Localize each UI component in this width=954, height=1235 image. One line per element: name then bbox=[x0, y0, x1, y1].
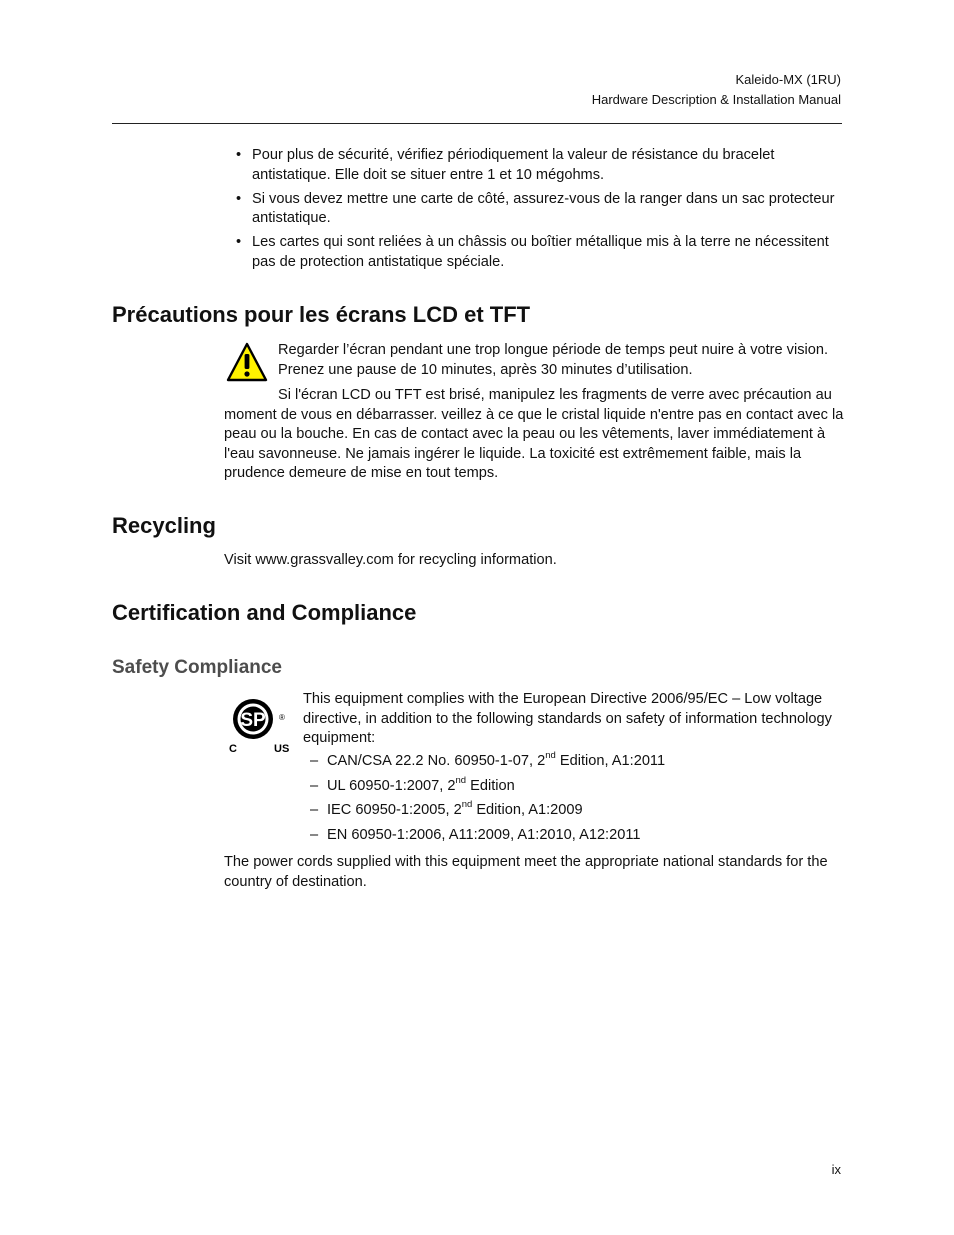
bullet-marker: • bbox=[236, 234, 242, 250]
page-number: ix bbox=[831, 1162, 841, 1177]
lcd-paragraph: Si l'écran LCD ou TFT est brisé, manipulez les fragments de verre avec précaution au moment de vous en débarrasser. veillez à ce que le cristal liquide n'entre pas en contact avec la peau ou la bouche. En cas de contact avec la peau ou les vêtements, laver immédiatement à l'eau savonneuse. Ne jamais ingérer le liquide. La toxicité est extrêmement faible, mais la prudence demeure de mise en tout temps. bbox=[224, 387, 844, 481]
list-item: – UL 60950-1:2007, 2nd Edition bbox=[310, 777, 665, 797]
compliance-intro: This equipment complies with the European Directive 2006/95/EC – Low voltage directive, in addition to the following standards on safety of information technology equipment: bbox=[303, 691, 832, 746]
svg-text:SP: SP bbox=[240, 710, 266, 731]
bullet-text: Les cartes qui sont reliées à un châssis ou boîtier métallique mis à la terre ne nécessitent pas de protection antistatique spéciale. bbox=[252, 234, 829, 270]
power-cords-text: The power cords supplied with this equipment meet the appropriate national standards for the country of destination. bbox=[224, 854, 828, 890]
recycling-text: Visit www.grassvalley.com for recycling information. bbox=[224, 552, 557, 568]
bullet-marker: • bbox=[236, 190, 242, 207]
header-product: Kaleido-MX (1RU) bbox=[735, 72, 841, 87]
svg-text:US: US bbox=[274, 743, 290, 755]
dash-marker: – bbox=[310, 826, 319, 843]
dash-marker: – bbox=[310, 777, 319, 794]
csa-c-us-icon bbox=[226, 696, 296, 758]
certification-heading: Certification and Compliance bbox=[112, 600, 417, 625]
standards-list bbox=[310, 752, 665, 850]
lcd-heading: Précautions pour les écrans LCD et TFT bbox=[112, 302, 531, 327]
list-item: – EN 60950-1:2006, A11:2009, A1:2010, A12:2011 bbox=[310, 826, 665, 846]
bullet-text: Pour plus de sécurité, vérifiez périodiquement la valeur de résistance du bracelet antistatique. Elle doit se situer entre 1 et 10 mégohms. bbox=[252, 147, 775, 183]
dash-marker: – bbox=[310, 753, 319, 769]
svg-text:®: ® bbox=[279, 713, 285, 722]
recycling-heading: Recycling bbox=[112, 513, 216, 538]
svg-text:C: C bbox=[229, 743, 237, 755]
dash-marker: – bbox=[310, 802, 319, 818]
list-item bbox=[236, 190, 836, 229]
list-item bbox=[236, 146, 836, 185]
safety-compliance-heading: Safety Compliance bbox=[112, 657, 282, 678]
header-divider bbox=[112, 123, 842, 124]
esd-bullet-list bbox=[236, 146, 836, 277]
warning-triangle-icon bbox=[226, 341, 268, 383]
list-item bbox=[236, 233, 836, 272]
bullet-marker: • bbox=[236, 147, 242, 163]
list-item: – IEC 60950-1:2005, 2nd Edition, A1:2009 bbox=[310, 801, 665, 821]
list-item: – CAN/CSA 22.2 No. 60950-1-07, 2nd Edition, A1:2011 bbox=[310, 752, 665, 772]
lcd-warning-text: Regarder l’écran pendant une trop longue période de temps peut nuire à votre vision. Prenez une pause de 10 minutes, après 30 minutes d’utilisation. bbox=[278, 342, 829, 378]
header-manual-title: Hardware Description & Installation Manual bbox=[591, 92, 841, 107]
bullet-text: Si vous devez mettre une carte de côté, assurez-vous de la ranger dans un sac protecteur antistatique. bbox=[252, 190, 835, 226]
